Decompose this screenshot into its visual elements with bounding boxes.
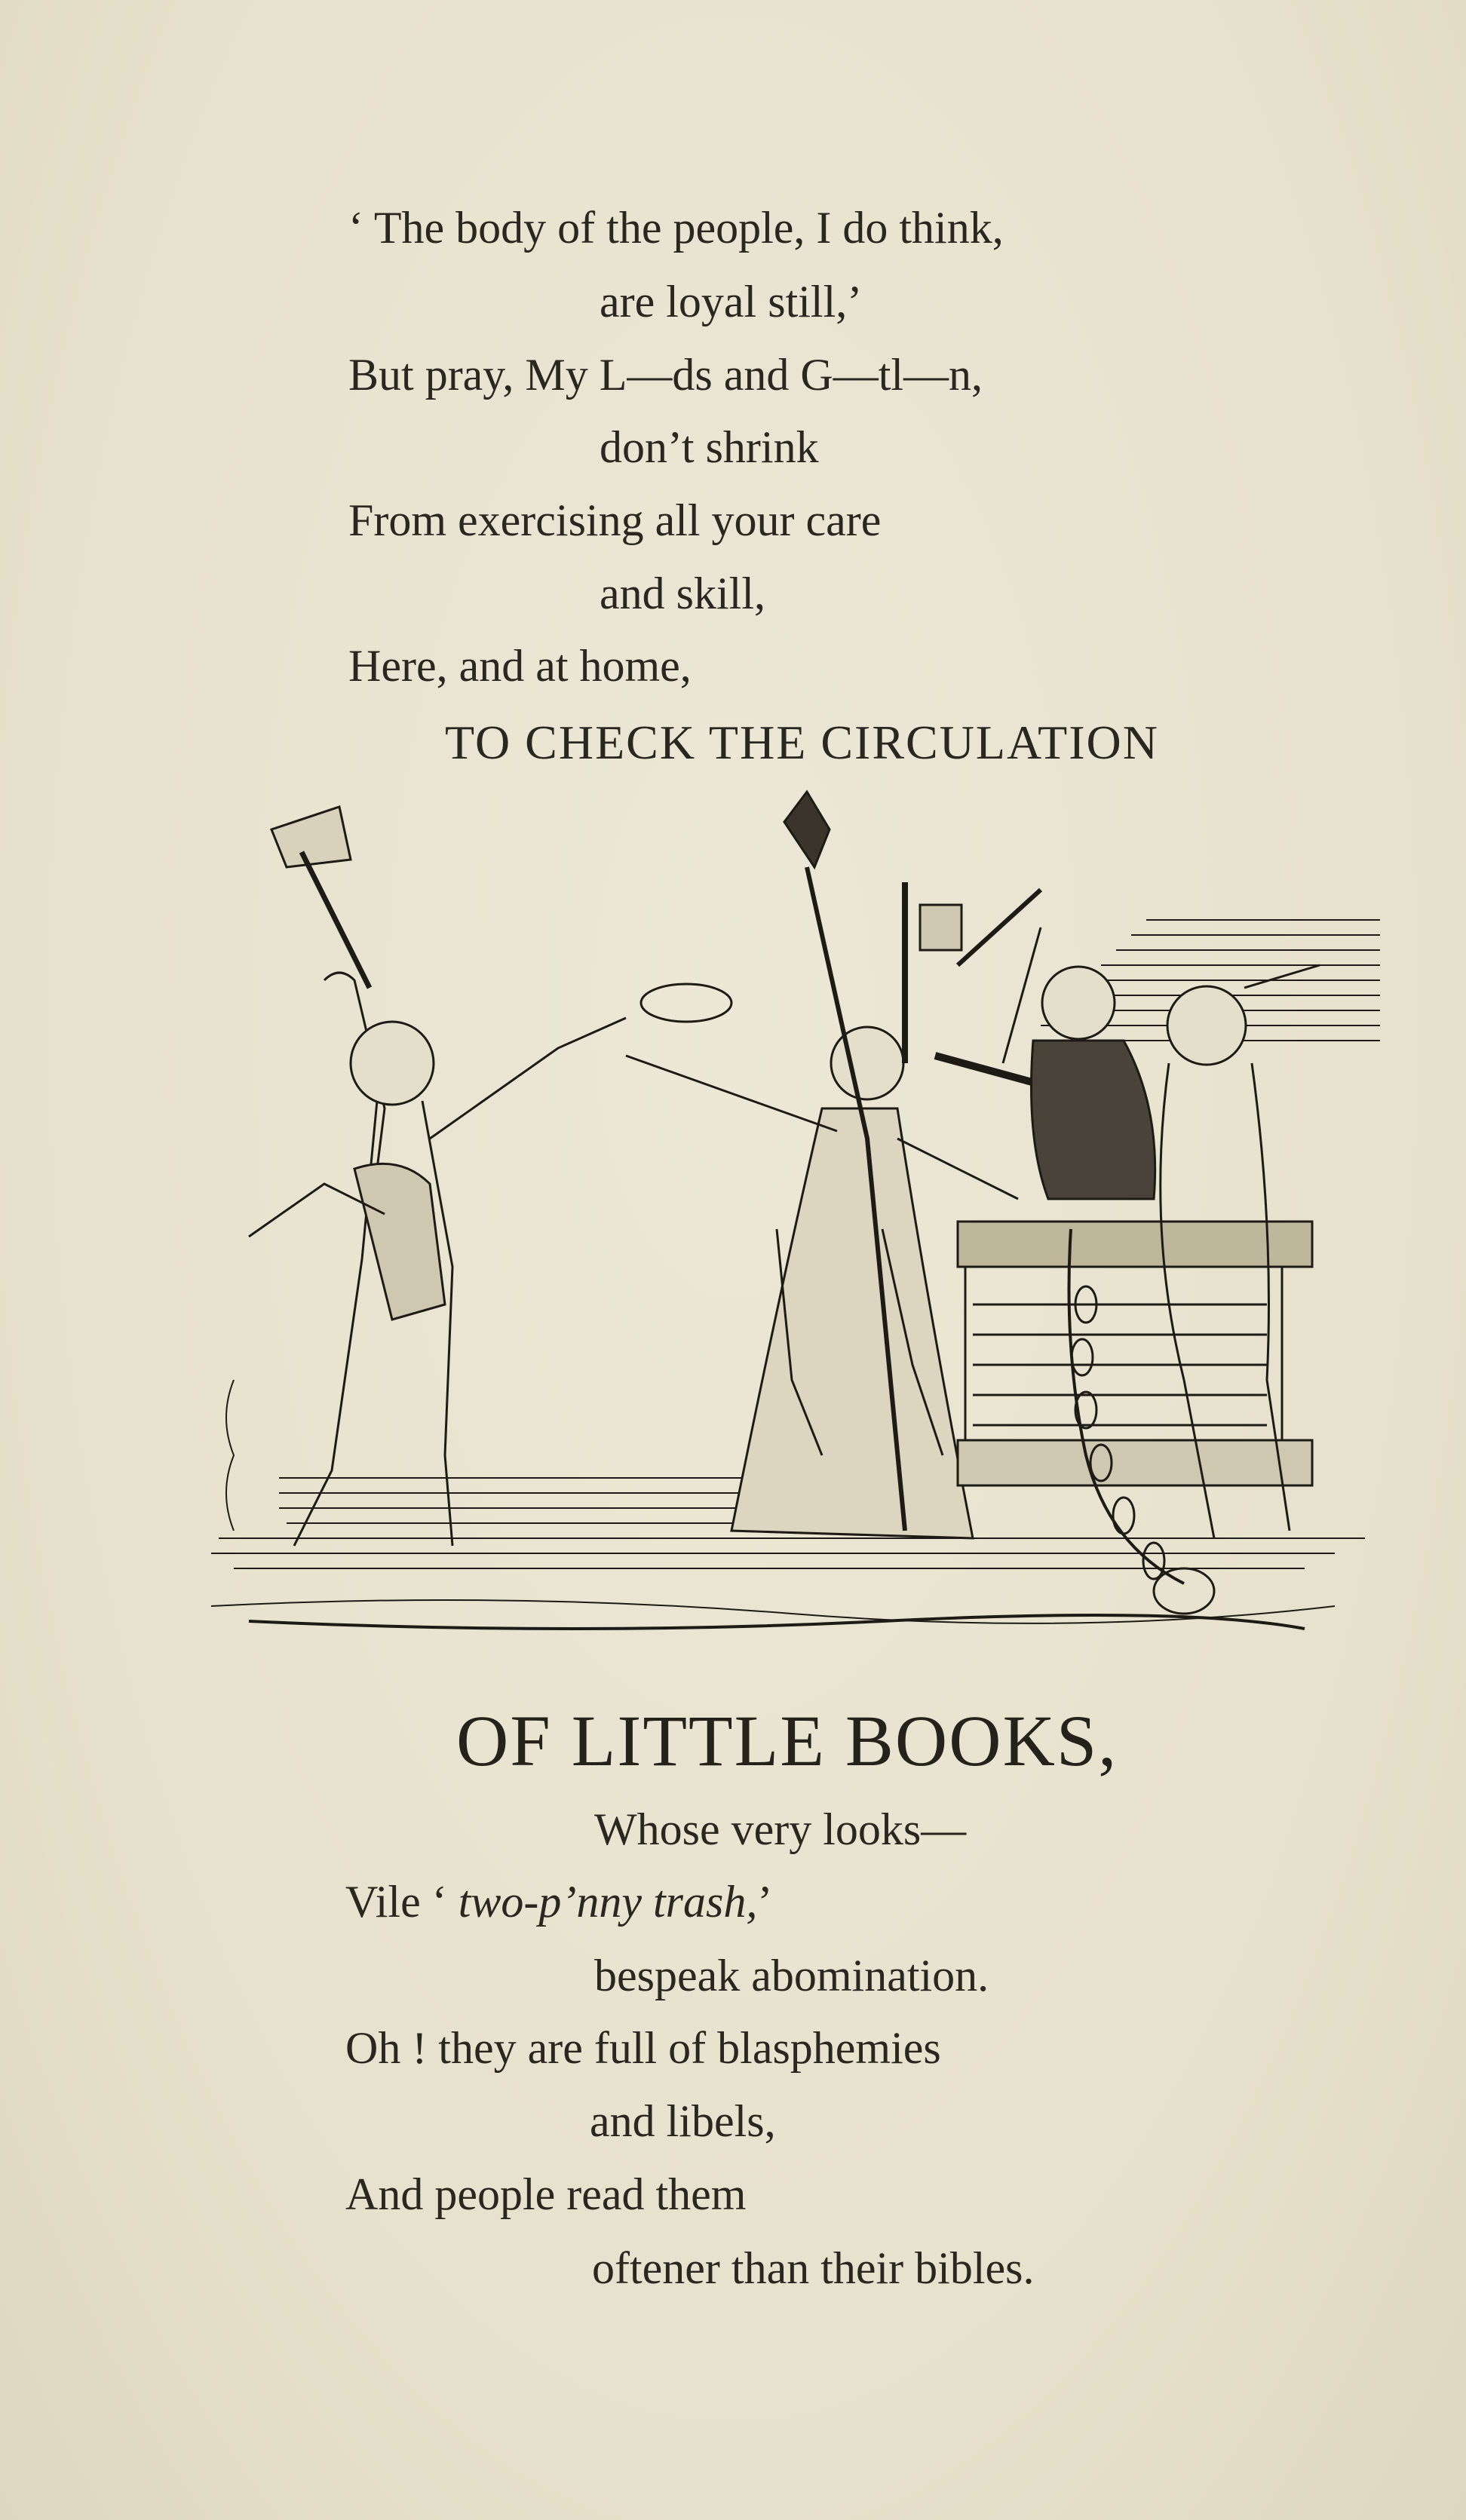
- figure-with-dagger: [958, 890, 1155, 1199]
- heading-circulation: TO CHECK THE CIRCULATION: [445, 716, 1159, 769]
- verse-line-13: And people read them: [345, 2169, 747, 2219]
- verse-line-12: and libels,: [590, 2096, 776, 2146]
- verse-line-6: and skill,: [600, 569, 765, 618]
- verse-line-4: don’t shrink: [600, 422, 819, 472]
- verse-line-7: Here, and at home,: [348, 641, 692, 691]
- verse-line-8: Whose very looks—: [594, 1804, 967, 1854]
- verse-line-11: Oh ! they are full of blasphemies: [345, 2023, 941, 2073]
- verse-line-2: are loyal still,’: [600, 277, 863, 326]
- verse-line-14: oftener than their bibles.: [592, 2243, 1035, 2293]
- verse-line-10: bespeak abomination.: [594, 1951, 989, 2000]
- verse-line-9-suffix: ’: [757, 1877, 773, 1927]
- figure-with-axe: [226, 807, 731, 1546]
- heading-little-books: OF LITTLE BOOKS,: [456, 1700, 1118, 1781]
- verse-line-5: From exercising all your care: [348, 495, 882, 545]
- verse-line-9-prefix: Vile ‘: [345, 1877, 459, 1927]
- verse-line-1: ‘ The body of the people, I do think,: [348, 203, 1004, 253]
- verse-line-9-italic: two-p’nny trash,: [458, 1877, 758, 1927]
- verse-line-3: But pray, My L—ds and G—tl—n,: [348, 350, 983, 400]
- engraving-illustration: [204, 777, 1395, 1682]
- verse-line-9: [345, 1877, 773, 1927]
